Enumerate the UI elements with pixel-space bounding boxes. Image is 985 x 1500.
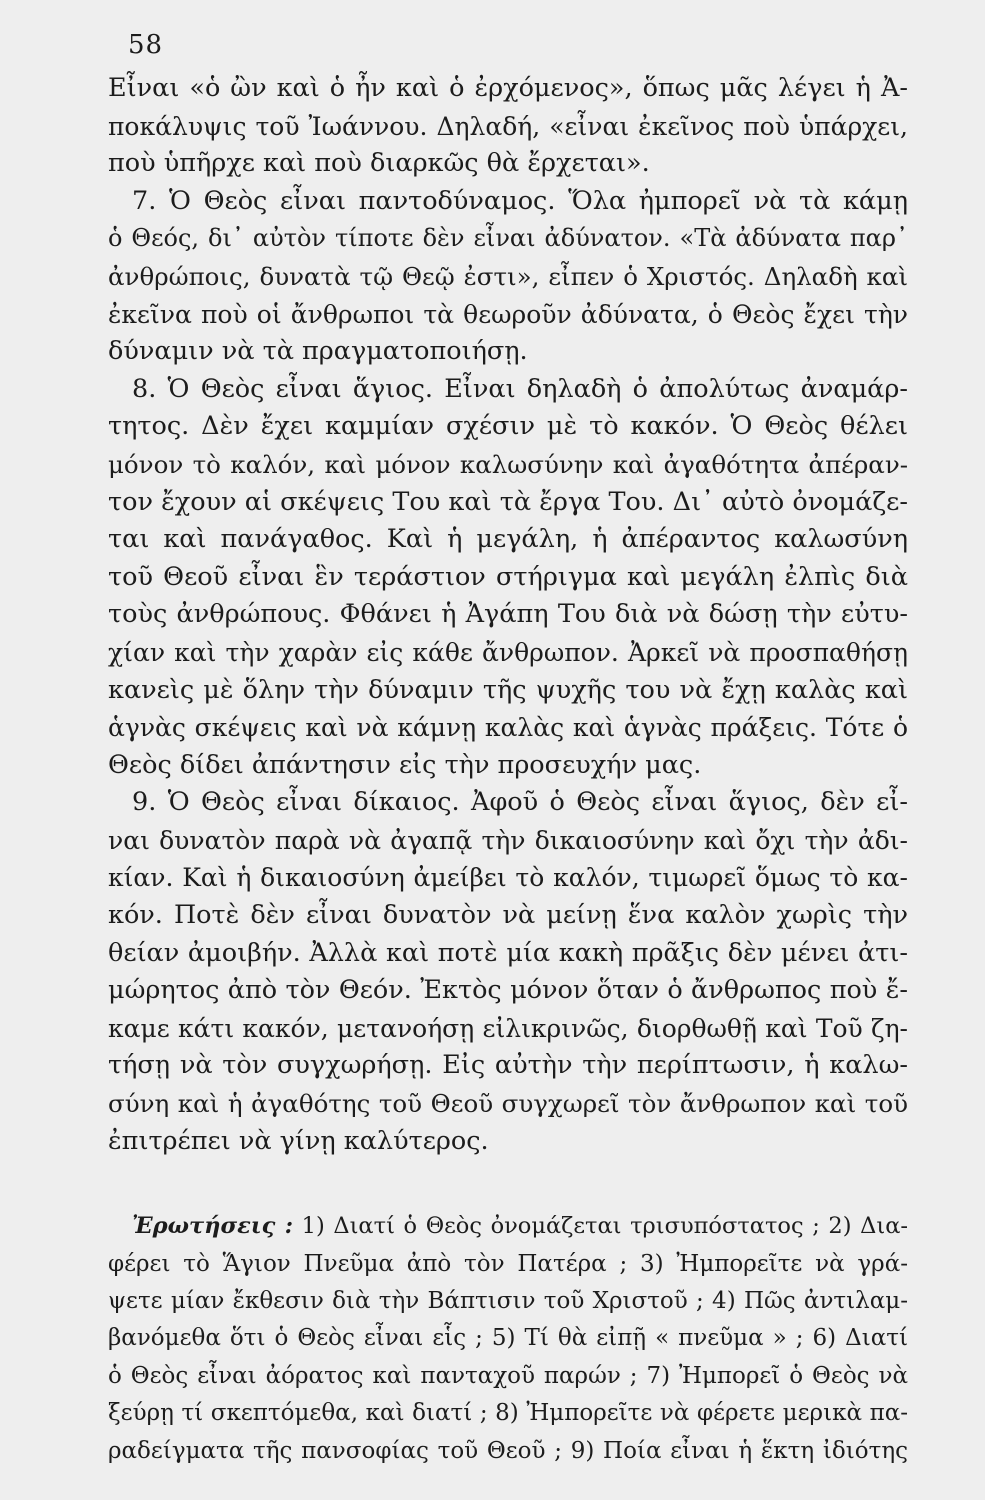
text-line: ὁ Θεός, δι᾽ αὐτὸν τίποτε δὲν εἶναι ἀδύνατον. «Τὰ ἀδύνατα παρ᾽ [108,224,908,253]
text-line: ἐκεῖνα ποὺ οἱ ἄνθρωποι τὰ θεωροῦν ἀδύνατα, ὁ Θεὸς ἔχει τὴν [108,299,908,329]
questions-first-text: 1) Διατί ὁ Θεὸς ὀνομάζεται τρισυπόστατος ; 2) Δια- [301,1213,908,1240]
question-line: φέρει τὸ Ἅγιον Πνεῦμα ἀπὸ τὸν Πατέρα ; 3) Ἠμπορεῖτε νὰ γρά- [108,1250,908,1277]
text-line: 9. Ὁ Θεὸς εἶναι δίκαιος. Ἀφοῦ ὁ Θεὸς εἶναι ἅγιος, δὲν εἶ- [132,787,908,818]
text-line: ἀνθρώποις, δυνατὰ τῷ Θεῷ ἐστι», εἶπεν ὁ Χριστός. Δηλαδὴ καὶ [108,261,908,291]
text-line: κανεὶς μὲ ὅλην τὴν δύναμιν τῆς ψυχῆς του νὰ ἔχῃ καλὰς καὶ [108,674,908,705]
question-line: ὁ Θεὸς εἶναι ἀόρατος καὶ πανταχοῦ παρών ; 7) Ἠμπορεῖ ὁ Θεὸς νὰ [108,1362,908,1389]
body-text [108,70,908,1470]
questions-heading: Ἐρωτήσεις : [132,1213,293,1240]
text-line: δύναμιν νὰ τὰ πραγματοποιήσῃ. [108,336,528,367]
text-line: χίαν καὶ τὴν χαρὰν εἰς κάθε ἄνθρωπον. Ἀρκεῖ νὰ προσπαθήσῃ [108,637,908,667]
question-line: βανόμεθα ὅτι ὁ Θεὸς εἶναι εἷς ; 5) Τί θὰ εἰπῇ « πνεῦμα » ; 6) Διατί [108,1325,908,1352]
text-line: τοῦ Θεοῦ εἶναι ἓν τεράστιον στήριγμα καὶ μεγάλη ἐλπὶς διὰ [108,561,908,592]
text-line: σύνη καὶ ἡ ἀγαθότης τοῦ Θεοῦ συγχωρεῖ τὸν ἄνθρωπον καὶ τοῦ [108,1089,908,1119]
text-line: 8. Ὁ Θεὸς εἶναι ἅγιος. Εἶναι δηλαδὴ ὁ ἀπολύτως ἀναμάρ- [132,373,908,404]
text-line: ται καὶ πανάγαθος. Καὶ ἡ μεγάλη, ἡ ἀπέραντος καλωσύνη [108,524,908,555]
section-gap [108,1160,908,1208]
text-line: καμε κάτι κακόν, μετανοήσῃ εἰλικρινῶς, διορθωθῇ καὶ Τοῦ ζη- [108,1013,908,1043]
text-line: μώρητος ἀπὸ τὸν Θεόν. Ἐκτὸς μόνον ὅταν ὁ ἄνθρωπος ποὺ ἔ- [108,975,908,1006]
text-line: κίαν. Καὶ ἡ δικαιοσύνη ἀμείβει τὸ καλόν, τιμωρεῖ ὅμως τὸ κα- [108,863,908,893]
text-line: ἁγνὰς σκέψεις καὶ νὰ κάμνῃ καλὰς καὶ ἁγνὰς πράξεις. Τότε ὁ [108,713,908,743]
text-line: ποκάλυψις τοῦ Ἰωάννου. Δηλαδή, «εἶναι ἐκεῖνος ποὺ ὑπάρχει, [108,111,908,141]
text-line: τον ἔχουν αἱ σκέψεις Του καὶ τὰ ἔργα Του. Δι᾽ αὐτὸ ὀνομάζε- [108,486,908,517]
text-line: ναι δυνατὸν παρὰ νὰ ἀγαπᾷ τὴν δικαιοσύνην καὶ ὄχι τὴν ἀδι- [108,825,908,855]
text-line: μόνον τὸ καλόν, καὶ μόνον καλωσύνην καὶ ἀγαθότητα ἀπέραν- [108,449,908,479]
text-line: τοὺς ἀνθρώπους. Φθάνει ἡ Ἀγάπη Του διὰ νὰ δώσῃ τὴν εὐτυ- [108,599,908,630]
text-line: Εἶναι «ὁ ὢν καὶ ὁ ἦν καὶ ὁ ἐρχόμενος», ὅπως μᾶς λέγει ἡ Ἀ- [108,73,908,103]
text-line: 7. Ὁ Θεὸς εἶναι παντοδύναμος. Ὅλα ἠμπορεῖ νὰ τὰ κάμῃ [132,185,908,216]
question-line: ραδείγματα τῆς πανσοφίας τοῦ Θεοῦ ; 9) Ποία εἶναι ἡ ἕκτη ἰδιότης [108,1437,908,1464]
text-line: Θεὸς δίδει ἀπάντησιν εἰς τὴν προσευχήν μας. [108,749,702,780]
text-line: τήσῃ νὰ τὸν συγχωρήσῃ. Εἰς αὐτὴν τὴν περίπτωσιν, ἡ καλω- [108,1050,908,1081]
page-number: 58 [128,30,164,60]
text-line: τητος. Δὲν ἔχει καμμίαν σχέσιν μὲ τὸ κακόν. Ὁ Θεὸς θέλει [108,411,908,442]
text-line: ποὺ ὑπῆρχε καὶ ποὺ διαρκῶς θὰ ἔρχεται». [108,148,650,179]
question-line: ψετε μίαν ἔκθεσιν διὰ τὴν Βάπτισιν τοῦ Χριστοῦ ; 4) Πῶς ἀντιλαμ- [108,1288,908,1314]
questions-first-line [108,1208,908,1245]
text-line: θείαν ἀμοιβήν. Ἀλλὰ καὶ ποτὲ μία κακὴ πρᾶξις δὲν μένει ἀτι- [108,937,908,968]
question-line: ξεύρῃ τί σκεπτόμεθα, καὶ διατί ; 8) Ἠμπορεῖτε νὰ φέρετε μερικὰ πα- [108,1400,908,1427]
text-line: ἐπιτρέπει νὰ γίνῃ καλύτερος. [108,1125,489,1156]
text-line: κόν. Ποτὲ δὲν εἶναι δυνατὸν νὰ μείνῃ ἕνα καλὸν χωρὶς τὴν [108,900,908,931]
